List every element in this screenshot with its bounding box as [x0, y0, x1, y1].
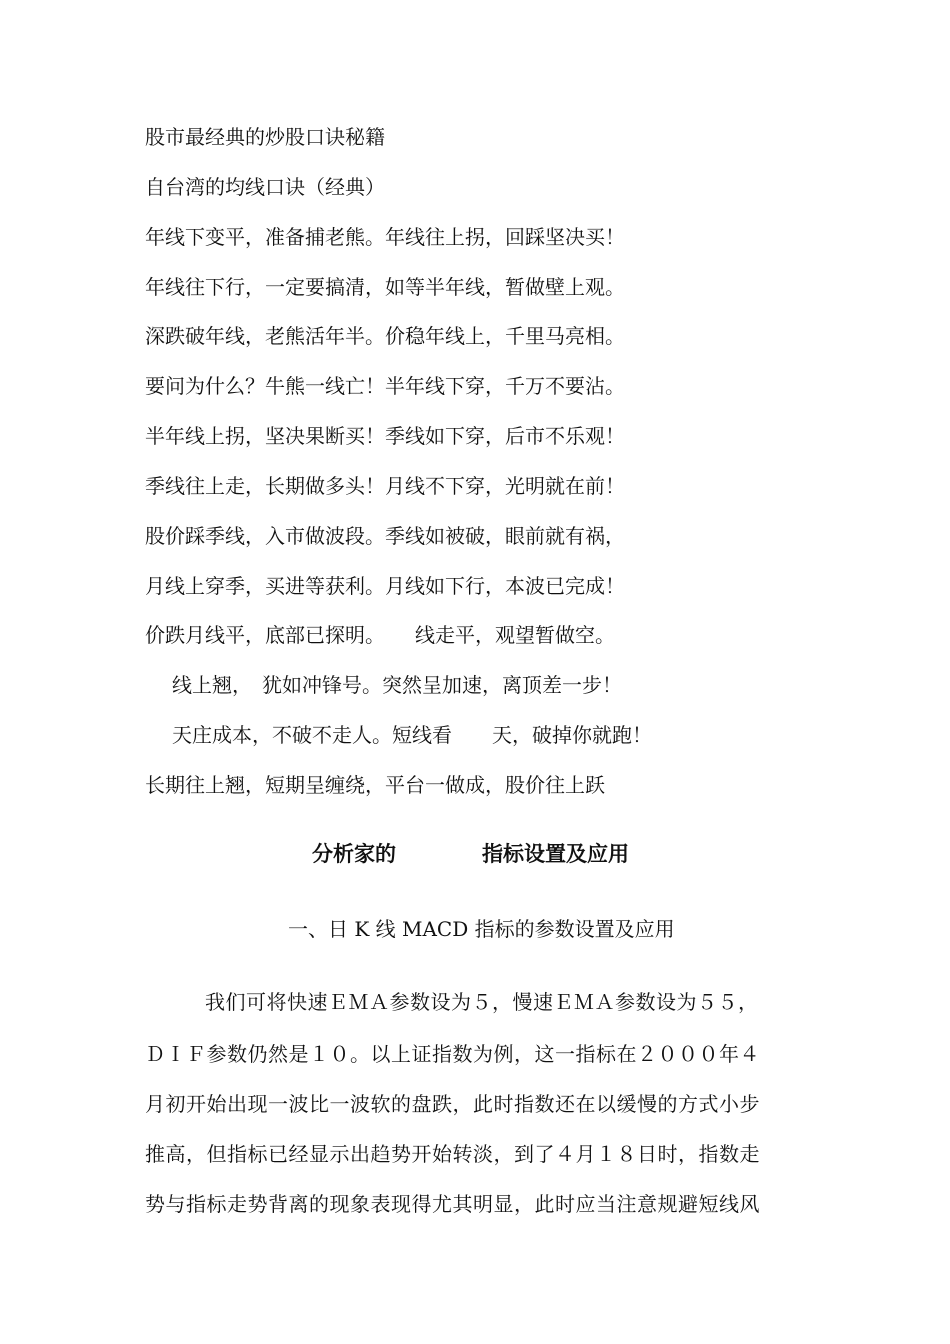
paragraph-line: 我们可将快速ＥＭＡ参数设为５，慢速ＥＭＡ参数设为５５，	[205, 990, 759, 1014]
section-title-left: 分析家的	[312, 842, 396, 866]
verse-line: 要问为什么？牛熊一线亡！半年线下穿，千万不要沾。	[145, 374, 625, 398]
verse-line: 线上翘， 犹如冲锋号。突然呈加速，离顶差一步！	[172, 673, 622, 697]
verse-line: 股价踩季线，入市做波段。季线如被破，眼前就有祸，	[145, 524, 625, 548]
verse-line: 长期往上翘，短期呈缠绕，平台一做成，股价往上跃	[145, 773, 605, 797]
document-title: 股市最经典的炒股口诀秘籍	[145, 125, 385, 149]
verse-line: 月线上穿季，买进等获利。月线如下行，本波已完成！	[145, 574, 625, 598]
paragraph-line: 月初开始出现一波比一波软的盘跌，此时指数还在以缓慢的方式小步	[145, 1092, 760, 1116]
verse-line: 季线往上走，长期做多头！月线不下穿，光明就在前！	[145, 474, 625, 498]
paragraph-line: 推高，但指标已经显示出趋势开始转淡，到了４月１８日时，指数走	[145, 1142, 760, 1166]
verse-line: 天庄成本，不破不走人。短线看 天，破掉你就跑！	[172, 723, 652, 747]
subsection-title: 一、日 K 线 MACD 指标的参数设置及应用	[288, 917, 675, 941]
verse-line: 年线下变平，准备捕老熊。年线往上拐，回踩坚决买！	[145, 225, 625, 249]
paragraph-line: ＤＩＦ参数仍然是１０。以上证指数为例，这一指标在２０００年４	[145, 1042, 760, 1066]
verse-line: 年线往下行，一定要搞清，如等半年线，暂做壁上观。	[145, 275, 625, 299]
document-subtitle: 自台湾的均线口诀（经典）	[145, 175, 385, 199]
verse-line: 深跌破年线，老熊活年半。价稳年线上，千里马亮相。	[145, 324, 625, 348]
verse-line: 半年线上拐，坚决果断买！季线如下穿，后市不乐观！	[145, 424, 625, 448]
section-title-right: 指标设置及应用	[482, 842, 629, 866]
paragraph-line: 势与指标走势背离的现象表现得尤其明显，此时应当注意规避短线风	[145, 1192, 760, 1216]
verse-line: 价跌月线平，底部已探明。 线走平，观望暂做空。	[145, 623, 615, 647]
